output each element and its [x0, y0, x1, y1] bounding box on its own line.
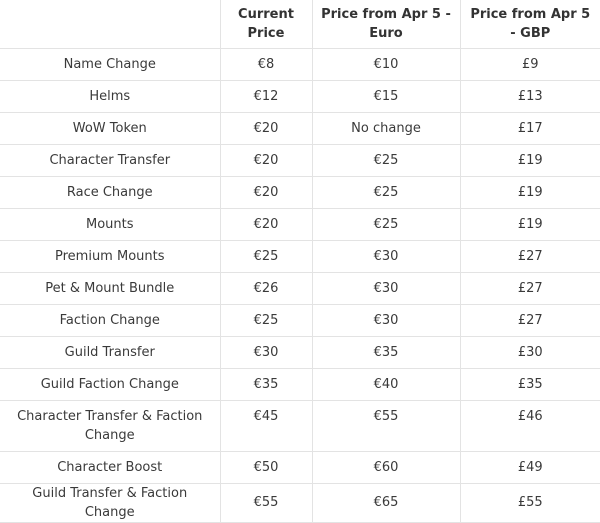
- header-current-price: Current Price: [220, 0, 312, 48]
- price-euro: €25: [312, 208, 460, 240]
- service-name: Name Change: [0, 48, 220, 80]
- service-name: Mounts: [0, 208, 220, 240]
- current-price: €50: [220, 451, 312, 483]
- price-euro: €10: [312, 48, 460, 80]
- price-euro: €30: [312, 272, 460, 304]
- price-gbp: £27: [460, 272, 600, 304]
- price-gbp: £13: [460, 80, 600, 112]
- price-gbp: £35: [460, 368, 600, 400]
- service-name: WoW Token: [0, 112, 220, 144]
- table-row: [0, 400, 600, 451]
- price-euro: €40: [312, 368, 460, 400]
- current-price: €25: [220, 304, 312, 336]
- table-row: [0, 48, 600, 80]
- table-row: [0, 80, 600, 112]
- table-row: [0, 483, 600, 522]
- price-euro: €25: [312, 176, 460, 208]
- table-row: [0, 451, 600, 483]
- table-row: [0, 240, 600, 272]
- current-price: €26: [220, 272, 312, 304]
- service-name: Race Change: [0, 176, 220, 208]
- price-euro: €65: [312, 483, 460, 522]
- price-gbp: £49: [460, 451, 600, 483]
- service-name: Character Transfer: [0, 144, 220, 176]
- current-price: €20: [220, 144, 312, 176]
- service-name: Faction Change: [0, 304, 220, 336]
- price-gbp: £19: [460, 144, 600, 176]
- price-gbp: £17: [460, 112, 600, 144]
- table-row: [0, 336, 600, 368]
- service-name: Premium Mounts: [0, 240, 220, 272]
- price-gbp: £30: [460, 336, 600, 368]
- price-euro: €55: [312, 400, 460, 451]
- current-price: €20: [220, 208, 312, 240]
- service-name: Guild Faction Change: [0, 368, 220, 400]
- table-row: [0, 272, 600, 304]
- header-price-gbp: Price from Apr 5 - GBP: [460, 0, 600, 48]
- price-euro: €25: [312, 144, 460, 176]
- service-name: Character Transfer & Faction Change: [0, 400, 220, 451]
- current-price: €8: [220, 48, 312, 80]
- current-price: €30: [220, 336, 312, 368]
- header-row: [0, 0, 600, 48]
- header-price-euro: Price from Apr 5 - Euro: [312, 0, 460, 48]
- current-price: €35: [220, 368, 312, 400]
- current-price: €45: [220, 400, 312, 451]
- current-price: €12: [220, 80, 312, 112]
- price-gbp: £19: [460, 208, 600, 240]
- current-price: €55: [220, 483, 312, 522]
- table-row: [0, 176, 600, 208]
- price-gbp: £9: [460, 48, 600, 80]
- table-row: [0, 304, 600, 336]
- price-gbp: £27: [460, 304, 600, 336]
- price-euro: €15: [312, 80, 460, 112]
- header-service: [0, 0, 220, 48]
- price-gbp: £46: [460, 400, 600, 451]
- price-euro: No change: [312, 112, 460, 144]
- service-name: Helms: [0, 80, 220, 112]
- current-price: €20: [220, 176, 312, 208]
- price-euro: €35: [312, 336, 460, 368]
- price-gbp: £19: [460, 176, 600, 208]
- price-gbp: £27: [460, 240, 600, 272]
- service-name: Guild Transfer: [0, 336, 220, 368]
- service-name: Pet & Mount Bundle: [0, 272, 220, 304]
- table-row: [0, 368, 600, 400]
- price-euro: €30: [312, 240, 460, 272]
- service-name: Guild Transfer & Faction Change: [0, 483, 220, 522]
- service-name: Character Boost: [0, 451, 220, 483]
- table-row: [0, 112, 600, 144]
- price-euro: €30: [312, 304, 460, 336]
- price-euro: €60: [312, 451, 460, 483]
- current-price: €20: [220, 112, 312, 144]
- table-row: [0, 144, 600, 176]
- table-row: [0, 208, 600, 240]
- current-price: €25: [220, 240, 312, 272]
- price-gbp: £55: [460, 483, 600, 522]
